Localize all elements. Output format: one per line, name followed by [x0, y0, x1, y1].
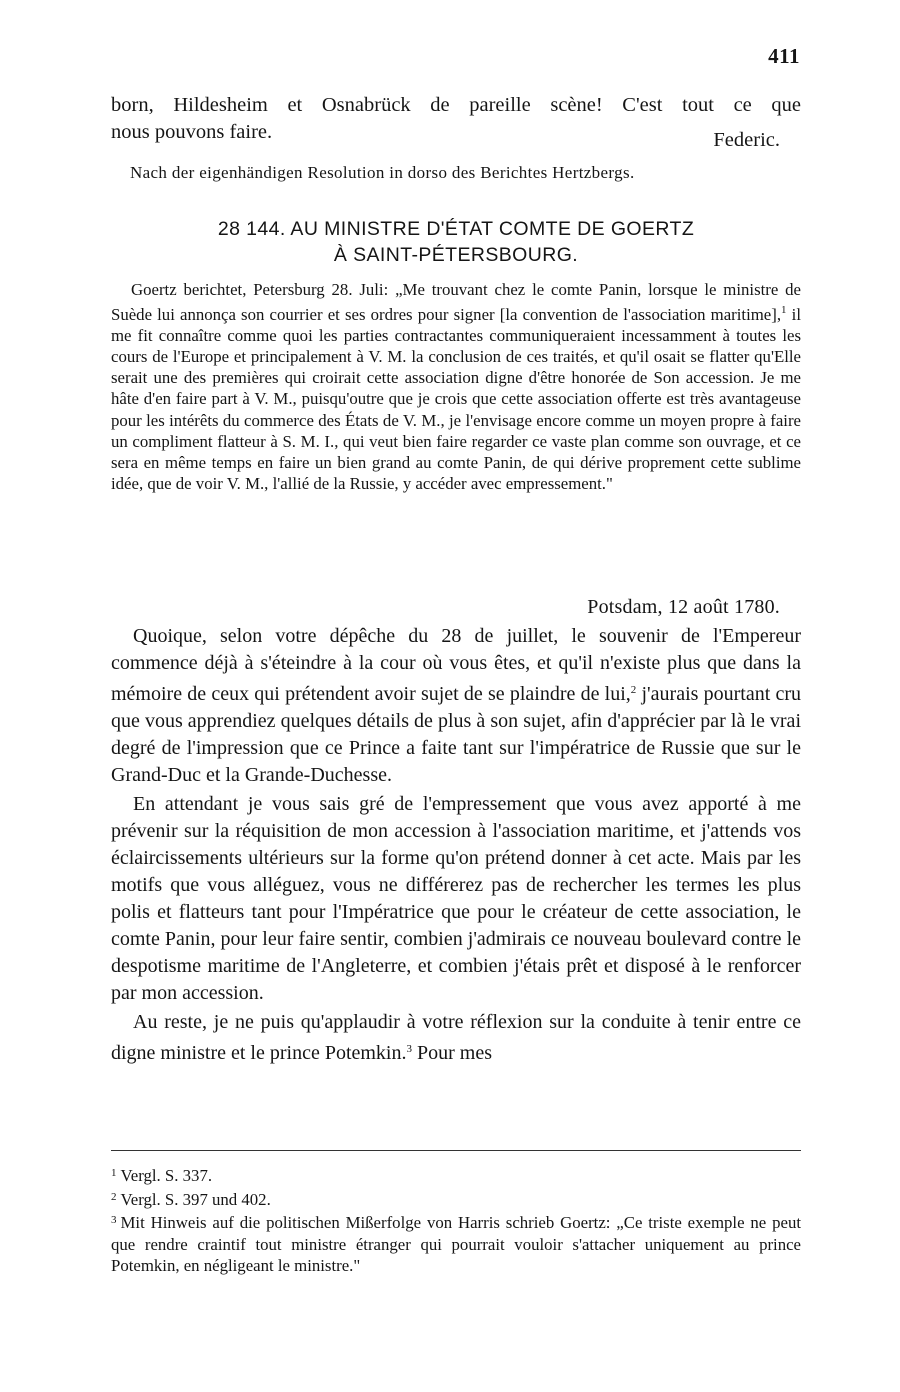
footnote-text: Vergl. S. 397 und 402. [120, 1189, 271, 1209]
letter-p1-text-a: Quoique, selon votre dépêche du 28 de juillet, le souvenir de l'Empereur commence déjà à s'éteindre à la cour où vous êtes, et qu'il n'existe plus que dans la mémoire de ceux qui prétendent avoir sujet de se plaindre de lui, [111, 625, 801, 705]
letter-heading [111, 216, 801, 268]
footnotes [111, 1163, 801, 1277]
footnote-text: Mit Hinweis auf die politischen Mißerfolge von Harris schrieb Goertz: „Ce triste exemple ne peut que rendre craintif tout ministre étranger qui pourrait vouloir s'attacher uniquement au prince Potemkin, en négligeant le ministre." [111, 1213, 801, 1275]
dateline: Potsdam, 12 août 1780. [587, 596, 780, 618]
letter-p1-text-b: j'aurais pourtant cru que vous apprendiez quelques détails de plus à son sujet, afin d'apprécier par là le vrai degré de l'impression que ce Prince a faite tant sur l'impératrice de Russie que sur le Grand-Duc et la Grande-Duchesse. [111, 683, 801, 786]
letter-p3-text-b: Pour mes [412, 1042, 492, 1064]
letter-paragraph-3 [111, 1009, 801, 1067]
footnote [111, 1210, 801, 1277]
footnote-mark: 1 [111, 1167, 117, 1179]
report-paragraph [111, 279, 801, 494]
footnote-ref-2: 2 [630, 684, 637, 696]
footnote [111, 1187, 801, 1211]
closing-text-line1: born, Hildesheim et Osnabrück de pareille scène! C'est tout ce que [111, 94, 801, 116]
letter-p3-text-a: Au reste, je ne puis qu'applaudir à votre réflexion sur la conduite à tenir entre ce digne ministre et le prince Potemkin. [111, 1011, 801, 1064]
footnote [111, 1163, 801, 1187]
heading-line2: À SAINT-PÉTERSBOURG. [333, 244, 579, 266]
closing-text-line2: nous pouvons faire. [111, 121, 273, 143]
signature: Federic. [713, 129, 780, 151]
footnote-mark: 3 [111, 1214, 117, 1226]
report-text-b: il me fit connaître comme quoi les parties contractantes communiqueraient incessamment à toutes les cours de l'Europe et principalement à V. M. la conclusion de ces traités, et qu'il osait se flatter qu'Elle serait une des premières qui croirait cette association digne d'être honorée de Son accession. Je me hâte d'en faire part à V. M., puisqu'outre que je crois que cette association offerte est très avantageuse pour les intérêts du commerce des États de V. M., je l'envisage encore comme un moyen propre à faire un compliment flatteur à S. M. I., qui veut bien faire regarder ce vaste plan comme son ouvrage, et ce sera en même temps en faire un bien grand au comte Panin, de qui dérive proprement cette sublime idée, que de voir V. M., l'allié de la Russie, y accéder avec empressement." [111, 305, 801, 493]
heading-line1: 28 144. AU MINISTRE D'ÉTAT COMTE DE GOERTZ [217, 218, 695, 240]
footnote-mark: 2 [111, 1190, 117, 1203]
source-note: Nach der eigenhändigen Resolution in dorso des Berichtes Hertzbergs. [130, 163, 635, 182]
footnote-ref-3: 3 [406, 1043, 412, 1055]
report-summary [111, 279, 801, 494]
footnote-divider [111, 1150, 801, 1151]
footnote-text: Vergl. S. 337. [120, 1166, 213, 1185]
footnote-ref-1: 1 [781, 304, 787, 317]
page-number: 411 [768, 44, 800, 68]
letter-body [111, 623, 801, 1067]
letter-paragraph-2: En attendant je vous sais gré de l'empressement que vous avez apporté à me prévenir sur la réquisition de mon accession à l'association maritime, et j'attends vos éclaircissements ultérieurs sur la forme qu'on prétend donner à cet acte. Mais par les motifs que vous alléguez, vous ne différerez pas de rechercher les termes les plus polis et flatteurs tant pour l'Impératrice que pour le créateur de cette association, le comte Panin, pour leur faire sentir, combien j'admirais ce nouveau boulevard contre le despotisme maritime de l'Angleterre, et combien j'étais prêt et disposé à le renforcer par mon accession. [111, 793, 801, 1004]
letter-paragraph-1 [111, 623, 801, 789]
report-text-a: Goertz berichtet, Petersburg 28. Juli: „Me trouvant chez le comte Panin, lorsque le ministre de Suède lui annonça son courrier et ses ordres pour signer [la convention de l'association maritime], [111, 280, 801, 325]
